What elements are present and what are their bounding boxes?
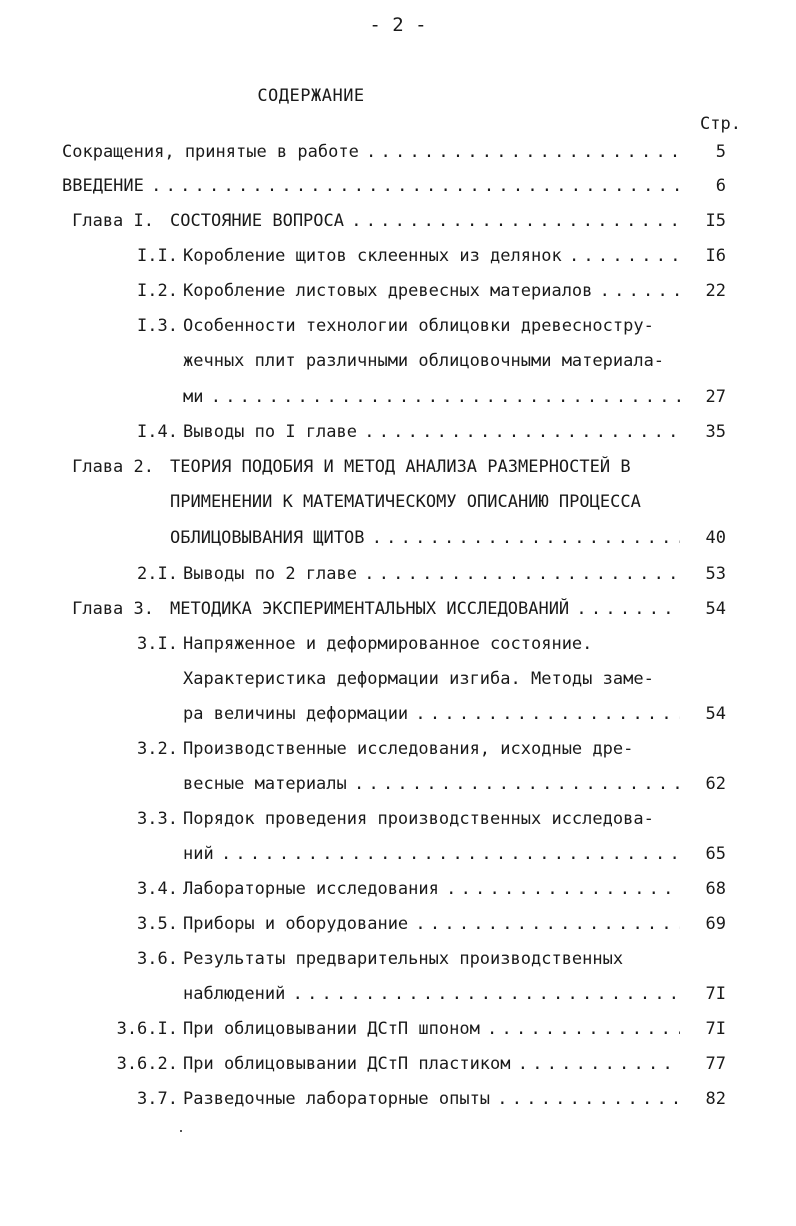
- toc-entry-page: 54: [680, 595, 726, 623]
- toc-entry: [0, 277, 796, 305]
- toc-entry-text: жечных плит различными облицовочными материала-: [183, 351, 665, 371]
- toc-entry-number: 3.6.I.: [116, 1019, 178, 1039]
- toc-entry-number: 3.7.: [137, 1089, 178, 1109]
- toc-entry-page: 22: [680, 277, 726, 305]
- toc-entry-number: 2.I.: [137, 564, 178, 584]
- toc-entry: [0, 172, 796, 200]
- toc-entry-number: I.3.: [137, 316, 178, 336]
- toc-entry-text: Характеристика деформации изгиба. Методы заме-: [183, 669, 654, 689]
- toc-entry-number: 3.3.: [137, 809, 178, 829]
- toc-entry: [0, 875, 796, 903]
- toc-entry-number: Глава 3.: [72, 599, 154, 619]
- toc-entry: [0, 138, 796, 166]
- toc-entry-page: I6: [680, 242, 726, 270]
- toc-entry-page: 27: [680, 383, 726, 411]
- toc-entry-page: 53: [680, 560, 726, 588]
- toc-entry: [0, 945, 796, 973]
- toc-entry-text: ОБЛИЦОВЫВАНИЯ ЩИТОВ . . .: [170, 524, 684, 552]
- toc-entry: [0, 770, 796, 798]
- toc-entry-text: ТЕОРИЯ ПОДОБИЯ И МЕТОД АНАЛИЗА РАЗМЕРНОСТЕЙ В: [170, 457, 631, 477]
- toc-entry-number: I.I.: [137, 246, 178, 266]
- toc-entry-page: 65: [680, 840, 726, 868]
- toc-entry: [0, 1015, 796, 1043]
- toc-entry-text: наблюдений . . .: [183, 980, 684, 1008]
- toc-entry: [0, 207, 796, 235]
- toc-entry: [0, 488, 796, 516]
- toc-entry: [0, 840, 796, 868]
- toc-entry: [0, 735, 796, 763]
- page-number: - 2 -: [369, 14, 427, 36]
- toc-entry-number: 3.5.: [137, 914, 178, 934]
- toc-entry: [0, 910, 796, 938]
- page-column-label: Стр.: [700, 114, 741, 134]
- toc-entry: [0, 312, 796, 340]
- toc-entry: [0, 665, 796, 693]
- toc-entry-text: Сокращения, принятые в работе . . .: [62, 138, 684, 166]
- toc-entry-number: 3.6.: [137, 949, 178, 969]
- toc-entry-text: Порядок проведения производственных исследова-: [183, 809, 654, 829]
- scan-speck: [180, 1130, 182, 1132]
- toc-entry-page: 54: [680, 700, 726, 728]
- toc-entry-text: ний . . .: [183, 840, 684, 868]
- toc-entry-page: I5: [680, 207, 726, 235]
- toc-entry: [0, 347, 796, 375]
- toc-entry-text: Разведочные лабораторные опыты . . .: [183, 1085, 684, 1113]
- toc-entry-page: 82: [680, 1085, 726, 1113]
- toc-entry-text: Особенности технологии облицовки древесностру-: [183, 316, 654, 336]
- toc-entry-number: 3.2.: [137, 739, 178, 759]
- toc-entry-text: Лабораторные исследования . . .: [183, 875, 684, 903]
- toc-entry-text: Коробление щитов склеенных из делянок . . .: [183, 242, 684, 270]
- toc-entry-page: 77: [680, 1050, 726, 1078]
- toc-entry: [0, 383, 796, 411]
- toc-entry-number: 3.6.2.: [116, 1054, 178, 1074]
- toc-entry-number: I.2.: [137, 281, 178, 301]
- toc-entry: [0, 524, 796, 552]
- toc-entry-page: 62: [680, 770, 726, 798]
- toc-entry-page: 6: [680, 172, 726, 200]
- toc-entry-text: Результаты предварительных производственных: [183, 949, 624, 969]
- toc-entry-number: I.4.: [137, 422, 178, 442]
- toc-entry: [0, 242, 796, 270]
- toc-entry: [0, 630, 796, 658]
- toc-entry: [0, 980, 796, 1008]
- toc-entry: [0, 418, 796, 446]
- toc-entry: [0, 1050, 796, 1078]
- toc-entry-text: ВВЕДЕНИЕ . . .: [62, 172, 684, 200]
- toc-entry-text: Выводы по I главе . . .: [183, 418, 684, 446]
- toc-entry-text: При облицовывании ДСтП шпоном . . .: [183, 1015, 684, 1043]
- toc-entry-text: ми . . .: [183, 383, 684, 411]
- toc-entry-page: 68: [680, 875, 726, 903]
- toc-entry-number: Глава I.: [72, 211, 154, 231]
- toc-entry-page: 5: [680, 138, 726, 166]
- toc-entry-number: Глава 2.: [72, 457, 154, 477]
- toc-entry-text: Производственные исследования, исходные дре-: [183, 739, 634, 759]
- toc-entry-text: Приборы и оборудование . . .: [183, 910, 684, 938]
- toc-entry: [0, 560, 796, 588]
- toc-entry-page: 35: [680, 418, 726, 446]
- toc-entry-text: Напряженное и деформированное состояние.: [183, 634, 593, 654]
- toc-entry: [0, 1085, 796, 1113]
- toc-entry-page: 69: [680, 910, 726, 938]
- toc-entry-text: ПРИМЕНЕНИИ К МАТЕМАТИЧЕСКОМУ ОПИСАНИЮ ПРОЦЕССА: [170, 492, 641, 512]
- toc-entry: [0, 595, 796, 623]
- toc-entry-page: 7I: [680, 1015, 726, 1043]
- toc-entry-text: МЕТОДИКА ЭКСПЕРИМЕНТАЛЬНЫХ ИССЛЕДОВАНИЙ . . .: [170, 595, 684, 623]
- toc-entry-number: 3.I.: [137, 634, 178, 654]
- toc-entry-text: Выводы по 2 главе . . .: [183, 560, 684, 588]
- toc-entry-text: СОСТОЯНИЕ ВОПРОСА . . .: [170, 207, 684, 235]
- toc-entry-page: 40: [680, 524, 726, 552]
- toc-entry: [0, 453, 796, 481]
- toc-entry-page: 7I: [680, 980, 726, 1008]
- toc-entry: [0, 700, 796, 728]
- toc-entry-text: Коробление листовых древесных материалов . . .: [183, 277, 684, 305]
- toc-title: СОДЕРЖАНИЕ: [257, 86, 365, 106]
- toc-entry-number: 3.4.: [137, 879, 178, 899]
- toc-entry-text: При облицовывании ДСтП пластиком . . .: [183, 1050, 684, 1078]
- toc-entry-text: ра величины деформации . . .: [183, 700, 684, 728]
- toc-entry: [0, 805, 796, 833]
- toc-entry-text: весные материалы . . .: [183, 770, 684, 798]
